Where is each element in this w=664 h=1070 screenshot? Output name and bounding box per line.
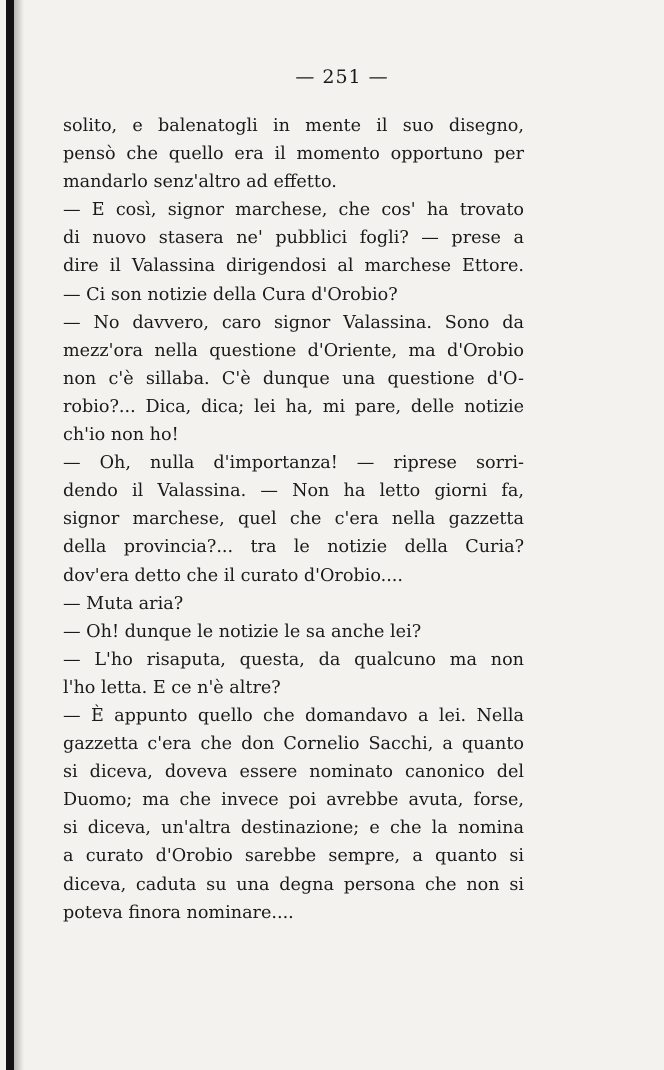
text-line: a curato d'Orobio sarebbe sempre, a quanto si <box>63 846 524 867</box>
text-line: si diceva, doveva essere nominato canonico del <box>63 762 524 783</box>
text-line: mandarlo senz'altro ad effetto. <box>63 172 337 193</box>
text-line: non c'è sillaba. C'è dunque una questione d'O- <box>63 368 524 389</box>
body-text <box>63 112 524 927</box>
text-line: diceva, caduta su una degna persona che non si <box>63 874 524 895</box>
text-line: — Muta aria? <box>63 593 184 614</box>
text-line: — Ci son notizie della Cura d'Orobio? <box>63 284 398 305</box>
text-line: dire il Valassina dirigendosi al marchese Ettore. <box>63 256 524 277</box>
text-line: robio?... Dica, dica; lei ha, mi pare, delle notizie <box>63 396 524 417</box>
text-line: — Oh! dunque le notizie le sa anche lei? <box>63 621 422 642</box>
text-line: — L'ho risaputa, questa, da qualcuno ma non <box>63 649 524 670</box>
text-line: pensò che quello era il momento opportuno per <box>63 144 524 165</box>
text-line: — È appunto quello che domandavo a lei. Nella <box>63 705 524 726</box>
text-line: l'ho letta. E ce n'è altre? <box>63 677 281 698</box>
text-line: poteva finora nominare.... <box>63 902 294 923</box>
gutter-shadow <box>14 0 24 1070</box>
text-line: gazzetta c'era che don Cornelio Sacchi, a quanto <box>63 734 524 755</box>
text-line: mezz'ora nella questione d'Oriente, ma d'Orobio <box>63 340 524 361</box>
text-line: si diceva, un'altra destinazione; e che la nomina <box>63 818 524 839</box>
text-line: — E così, signor marchese, che cos' ha trovato <box>63 200 524 221</box>
text-line: Duomo; ma che invece poi avrebbe avuta, forse, <box>63 790 524 811</box>
text-line: ch'io non ho! <box>63 425 179 446</box>
text-line: dov'era detto che il curato d'Orobio.... <box>63 565 403 586</box>
text-line: dendo il Valassina. — Non ha letto giorni fa, <box>63 481 524 502</box>
text-line: della provincia?... tra le notizie della Curia? <box>63 537 524 558</box>
text-line: solito, e balenatogli in mente il suo disegno, <box>63 116 524 136</box>
book-spine-edge <box>6 0 14 1070</box>
text-line: — No davvero, caro signor Valassina. Sono da <box>63 312 524 333</box>
page-number: — 251 — <box>295 66 389 88</box>
text-line: di nuovo stasera ne' pubblici fogli? — prese a <box>63 228 524 249</box>
text-line: signor marchese, quel che c'era nella gazzetta <box>63 509 524 530</box>
text-line: — Oh, nulla d'importanza! — riprese sorri- <box>63 453 524 474</box>
